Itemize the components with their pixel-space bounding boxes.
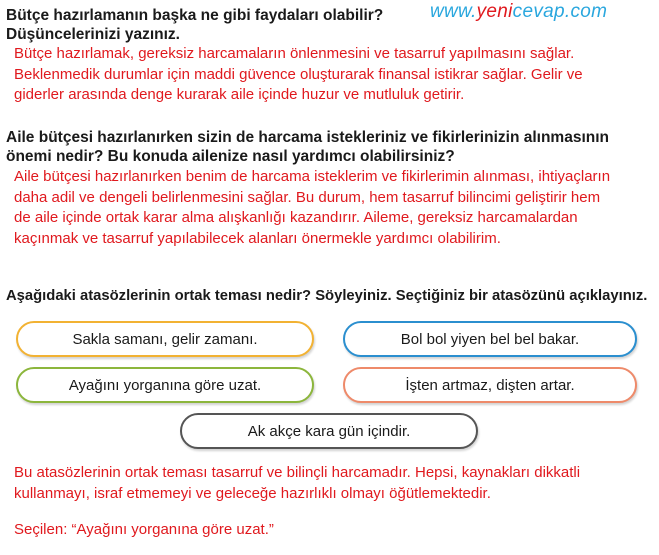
answer-1-line-3: giderler arasında denge kurarak aile içinde huzur ve mutluluk getirir. <box>14 86 465 103</box>
proverb-card-5: Ak akçe kara gün içindir. <box>180 413 478 449</box>
proverb-card-2: Bol bol yiyen bel bel bakar. <box>343 321 637 357</box>
answer-3-line-2: kullanmayı, israf etmemeyi ve geleceğe hazırlıklı olmayı öğütlemektedir. <box>14 484 491 502</box>
answer-2-line-3: de aile içinde ortak karar alma alışkanlığı kazandırır. Aileme, gereksiz harcamalardan <box>14 209 578 226</box>
proverb-card-4: İşten artmaz, dişten artar. <box>343 367 637 403</box>
question-2-line-1: Aile bütçesi hazırlanırken sizin de harcama istekleriniz ve fikirlerinizin alınmasının <box>6 129 609 146</box>
watermark-part-1: www. <box>430 1 477 22</box>
question-2-line-2: önemi nedir? Bu konuda ailenize nasıl yardımcı olabilirsiniz? <box>6 148 455 165</box>
question-1-line-2: Düşüncelerinizi yazınız. <box>6 26 180 43</box>
watermark-part-3: cevap <box>512 1 565 22</box>
answer-2-line-2: daha adil ve dengeli belirlenmesini sağlar. Bu durum, hem tasarruf bilincimi geliştirir hem <box>14 188 601 206</box>
answer-3-line-1: Bu atasözlerinin ortak teması tasarruf ve bilinçli harcamadır. Hepsi, kaynakları dikkatli <box>14 464 581 481</box>
site-watermark <box>430 1 607 23</box>
answer-2-line-4: kaçınmak ve tasarruf yapılabilecek alanları önermekle yardımcı olabilirim. <box>14 229 501 247</box>
question-1-line-1: Bütçe hazırlamanın başka ne gibi faydaları olabilir? <box>6 7 384 24</box>
question-3 <box>6 287 647 306</box>
selected-proverb-text: Seçilen: “Ayağını yorganına göre uzat.” <box>14 521 274 538</box>
answer-1-line-2: Beklenmedik durumlar için maddi güvence oluşturarak finansal istikrar sağlar. Gelir ve <box>14 65 583 83</box>
answer-2 <box>14 167 610 249</box>
answer-1 <box>14 44 583 106</box>
proverb-card-1: Sakla samanı, gelir zamanı. <box>16 321 314 357</box>
watermark-part-2: yeni <box>476 1 513 22</box>
question-1 <box>6 6 383 44</box>
answer-1-line-1: Bütçe hazırlamak, gereksiz harcamaların önlenmesini ve tasarruf yapılmasını sağlar. <box>14 45 575 62</box>
selected-proverb <box>14 520 274 541</box>
answer-2-line-1: Aile bütçesi hazırlanırken benim de harcama isteklerim ve fikirlerimin alınması, ihtiyaçların <box>14 168 611 185</box>
answer-3 <box>14 463 580 504</box>
question-3-line-1: Aşağıdaki atasözlerinin ortak teması nedir? Söyleyiniz. Seçtiğiniz bir atasözünü açıklayınız. <box>6 288 648 304</box>
watermark-part-4: .com <box>564 1 608 22</box>
proverb-card-3: Ayağını yorganına göre uzat. <box>16 367 314 403</box>
question-2 <box>6 128 609 166</box>
